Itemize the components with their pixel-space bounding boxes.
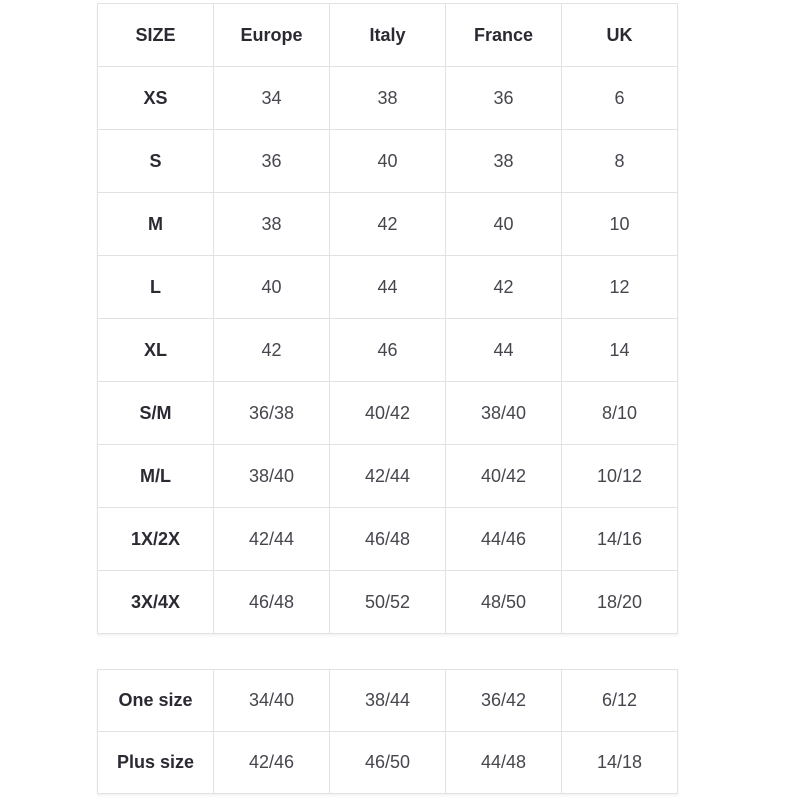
size-value-cell: 18/20 <box>562 571 678 634</box>
size-value-cell: 40 <box>214 256 330 319</box>
size-value-cell: 38/40 <box>446 382 562 445</box>
size-value-cell: 14/16 <box>562 508 678 571</box>
size-value-cell: 14 <box>562 319 678 382</box>
size-value-cell: 42/44 <box>330 445 446 508</box>
size-value-cell: 10 <box>562 193 678 256</box>
table-row <box>98 670 678 732</box>
column-header-italy: Italy <box>330 4 446 67</box>
size-table-body <box>98 67 678 634</box>
size-label-cell: S <box>98 130 214 193</box>
table-row <box>98 571 678 634</box>
size-value-cell: 10/12 <box>562 445 678 508</box>
size-value-cell: 46 <box>330 319 446 382</box>
table-row <box>98 445 678 508</box>
column-header-europe: Europe <box>214 4 330 67</box>
table-row <box>98 130 678 193</box>
table-row <box>98 193 678 256</box>
size-value-cell: 44/48 <box>446 732 562 794</box>
column-header-france: France <box>446 4 562 67</box>
size-value-cell: 6/12 <box>562 670 678 732</box>
size-value-cell: 14/18 <box>562 732 678 794</box>
size-value-cell: 6 <box>562 67 678 130</box>
size-label-cell: S/M <box>98 382 214 445</box>
size-value-cell: 34/40 <box>214 670 330 732</box>
column-header-size: SIZE <box>98 4 214 67</box>
size-value-cell: 42 <box>446 256 562 319</box>
special-sizes-body <box>98 670 678 794</box>
table-row <box>98 67 678 130</box>
size-label-cell: One size <box>98 670 214 732</box>
size-value-cell: 40/42 <box>330 382 446 445</box>
size-value-cell: 42 <box>330 193 446 256</box>
column-header-uk: UK <box>562 4 678 67</box>
size-table-header <box>98 4 678 67</box>
special-sizes-table <box>97 669 678 794</box>
size-value-cell: 46/48 <box>330 508 446 571</box>
size-label-cell: 1X/2X <box>98 508 214 571</box>
size-value-cell: 38 <box>446 130 562 193</box>
size-value-cell: 44 <box>446 319 562 382</box>
size-value-cell: 38 <box>214 193 330 256</box>
table-row <box>98 319 678 382</box>
table-row <box>98 732 678 794</box>
size-value-cell: 44/46 <box>446 508 562 571</box>
size-value-cell: 36 <box>446 67 562 130</box>
size-label-cell: M/L <box>98 445 214 508</box>
size-value-cell: 8/10 <box>562 382 678 445</box>
size-label-cell: Plus size <box>98 732 214 794</box>
size-value-cell: 8 <box>562 130 678 193</box>
header-row <box>98 4 678 67</box>
size-value-cell: 42/46 <box>214 732 330 794</box>
size-value-cell: 42 <box>214 319 330 382</box>
size-value-cell: 48/50 <box>446 571 562 634</box>
size-conversion-table <box>97 3 678 634</box>
table-row <box>98 508 678 571</box>
size-label-cell: M <box>98 193 214 256</box>
size-value-cell: 44 <box>330 256 446 319</box>
table-row <box>98 382 678 445</box>
size-label-cell: L <box>98 256 214 319</box>
size-value-cell: 12 <box>562 256 678 319</box>
size-value-cell: 36 <box>214 130 330 193</box>
size-value-cell: 38/40 <box>214 445 330 508</box>
size-value-cell: 50/52 <box>330 571 446 634</box>
size-value-cell: 38 <box>330 67 446 130</box>
size-value-cell: 36/38 <box>214 382 330 445</box>
size-value-cell: 38/44 <box>330 670 446 732</box>
size-value-cell: 34 <box>214 67 330 130</box>
size-value-cell: 46/48 <box>214 571 330 634</box>
size-label-cell: XL <box>98 319 214 382</box>
size-label-cell: XS <box>98 67 214 130</box>
size-value-cell: 40 <box>330 130 446 193</box>
size-label-cell: 3X/4X <box>98 571 214 634</box>
size-value-cell: 40 <box>446 193 562 256</box>
size-value-cell: 46/50 <box>330 732 446 794</box>
size-value-cell: 42/44 <box>214 508 330 571</box>
size-value-cell: 40/42 <box>446 445 562 508</box>
size-value-cell: 36/42 <box>446 670 562 732</box>
table-row <box>98 256 678 319</box>
